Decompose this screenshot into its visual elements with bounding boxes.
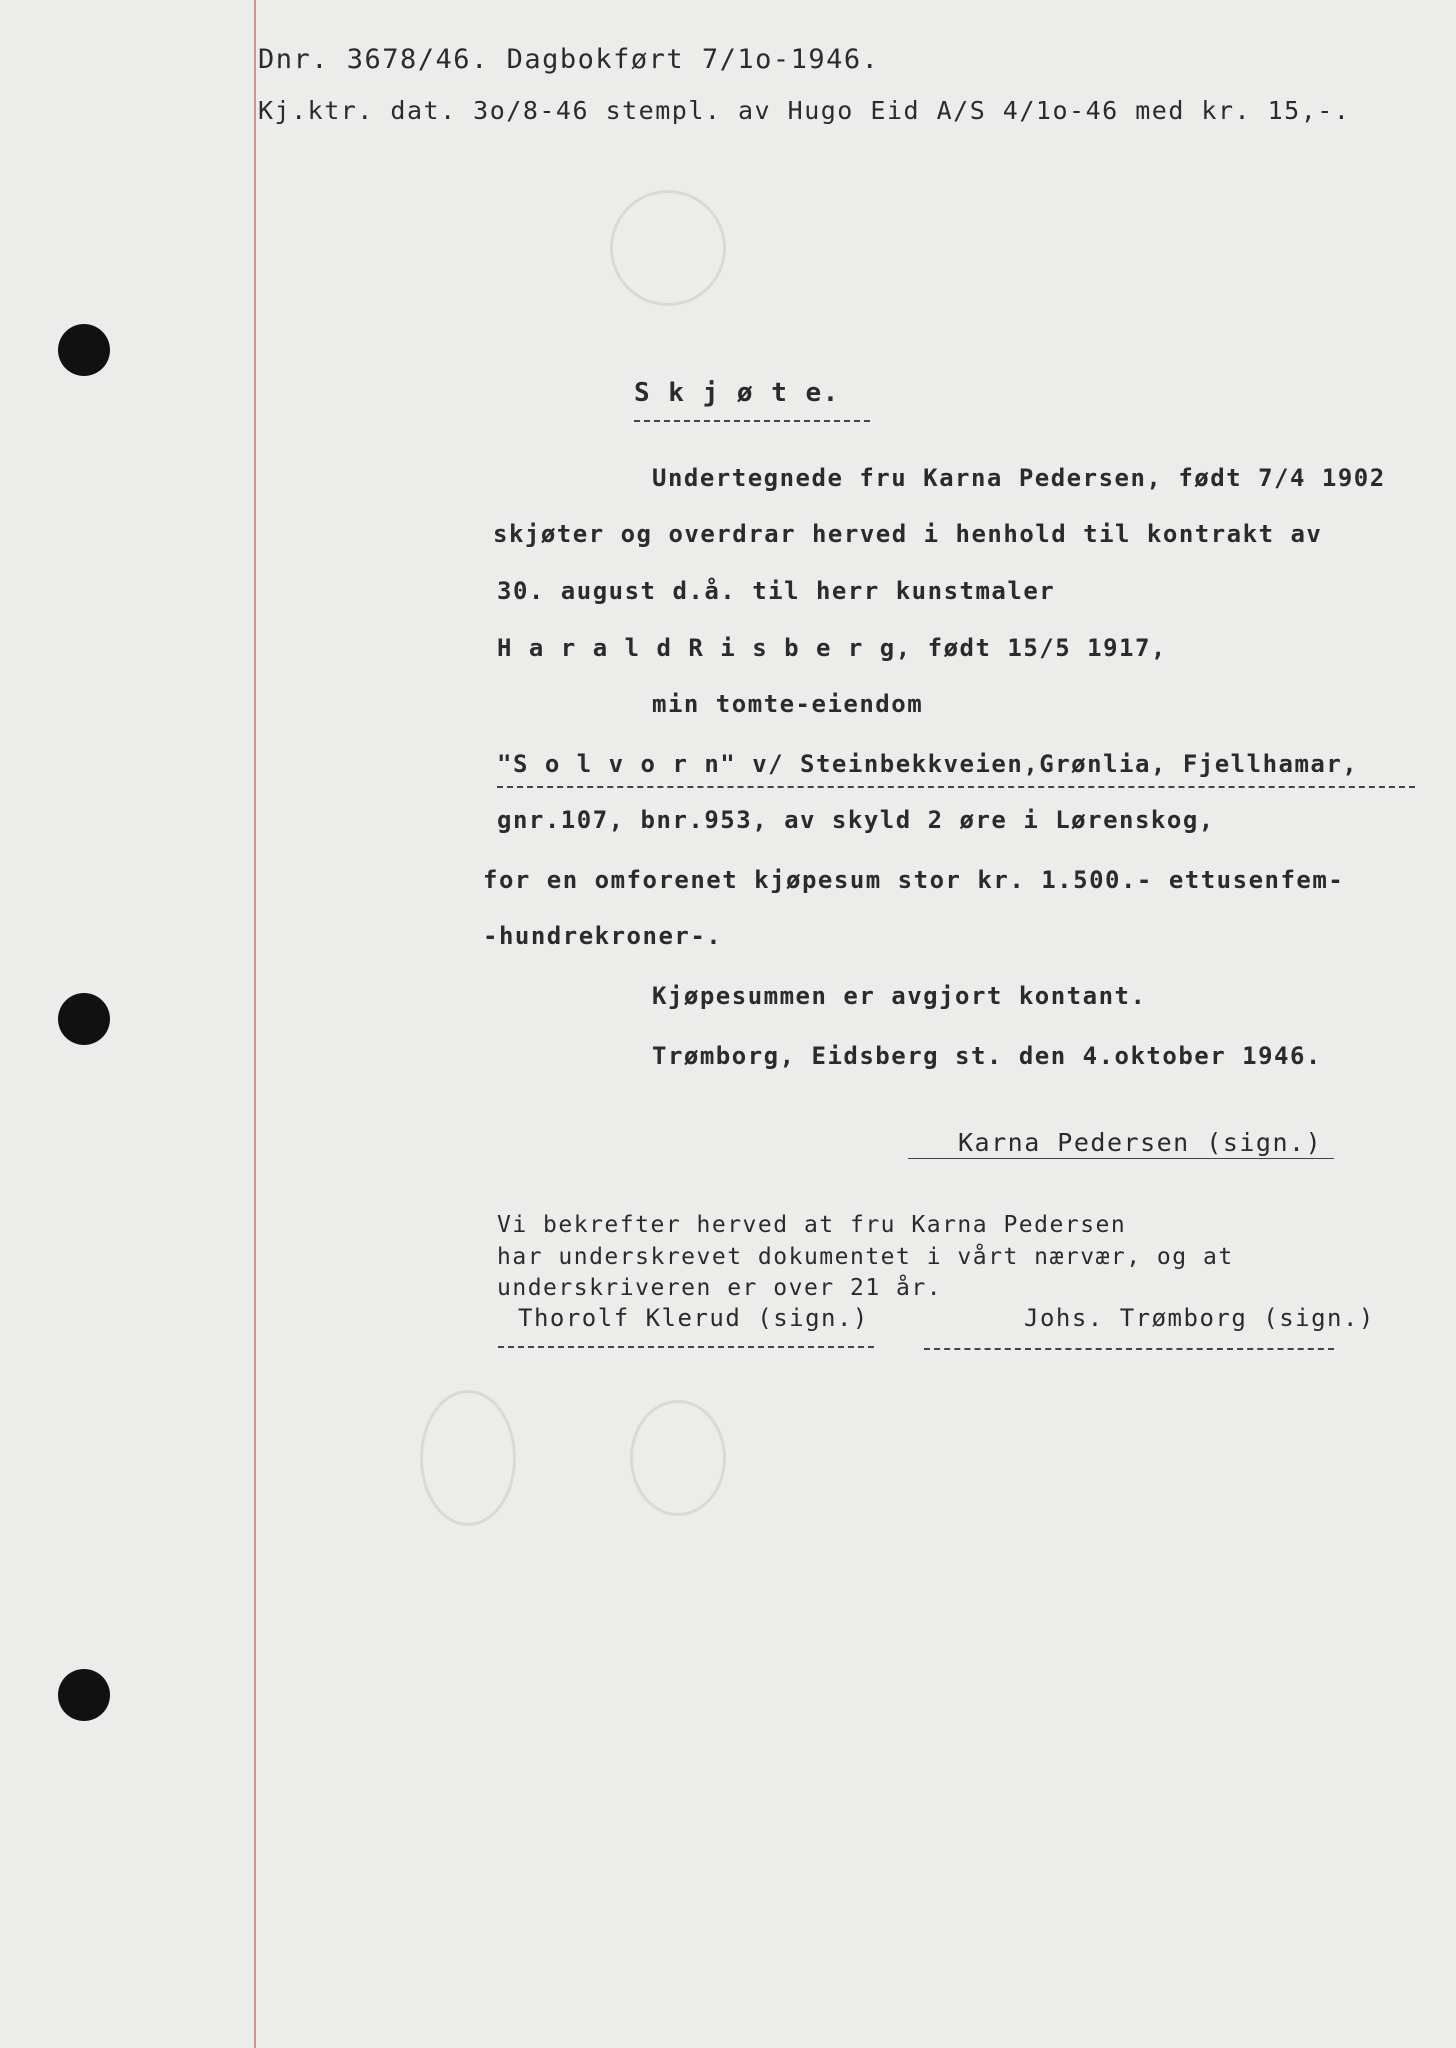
body-line: "S o l v o r n" v/ Steinbekkveien,Grønlia, Fjellhamar, xyxy=(497,750,1359,778)
witness-2-signature: Johs. Trømborg (sign.) xyxy=(1024,1304,1375,1332)
witness-1-signature: Thorolf Klerud (sign.) xyxy=(518,1304,869,1332)
witness-line: Vi bekrefter herved at fru Karna Pedersen xyxy=(497,1212,1127,1238)
body-line: 30. august d.å. til herr kunstmaler xyxy=(497,577,1056,605)
witness-2-line xyxy=(924,1348,1334,1350)
body-line: gnr.107, bnr.953, av skyld 2 øre i Lørenskog, xyxy=(497,806,1215,834)
header-line-1: Dnr. 3678/46. Dagbokført 7/1o-1946. xyxy=(258,44,880,75)
title-underline xyxy=(634,420,870,422)
faint-stamp-mark xyxy=(610,190,726,306)
signature: Karna Pedersen (sign.) xyxy=(958,1128,1323,1157)
document-title: S k j ø t e. xyxy=(634,378,840,408)
signature-line xyxy=(908,1158,1334,1159)
body-line: H a r a l d R i s b e r g, født 15/5 1917, xyxy=(497,634,1167,662)
punch-hole xyxy=(58,324,110,376)
punch-hole xyxy=(58,1669,110,1721)
property-underline xyxy=(497,786,1415,788)
body-line: -hundrekroner-. xyxy=(483,922,723,950)
witness-line: underskriveren er over 21 år. xyxy=(497,1275,943,1301)
faint-stamp-mark xyxy=(420,1390,516,1526)
header-line-2: Kj.ktr. dat. 3o/8-46 stempl. av Hugo Eid A/S 4/1o-46 med kr. 15,-. xyxy=(258,96,1351,125)
punch-hole xyxy=(58,993,110,1045)
body-line: for en omforenet kjøpesum stor kr. 1.500.- ettusenfem- xyxy=(483,866,1345,894)
body-line: min tomte-eiendom xyxy=(652,690,924,718)
witness-1-line xyxy=(498,1346,874,1348)
body-line: Kjøpesummen er avgjort kontant. xyxy=(652,982,1147,1010)
body-line: skjøter og overdrar herved i henhold til kontrakt av xyxy=(493,520,1323,548)
witness-line: har underskrevet dokumentet i vårt nærvær, og at xyxy=(497,1244,1234,1270)
body-line: Undertegnede fru Karna Pedersen, født 7/4 1902 xyxy=(652,464,1386,492)
red-margin-line xyxy=(254,0,256,2048)
faint-stamp-mark xyxy=(630,1400,726,1516)
body-line: Trømborg, Eidsberg st. den 4.oktober 1946. xyxy=(652,1042,1322,1070)
